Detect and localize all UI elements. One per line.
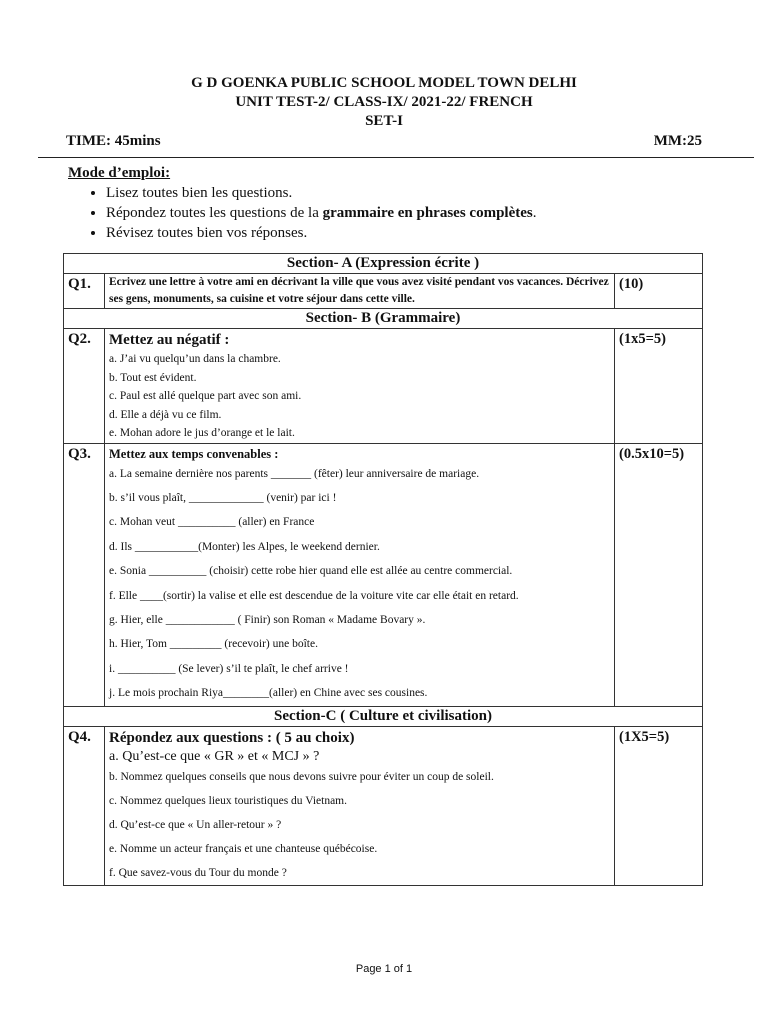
question-marks: (1x5=5): [615, 329, 703, 444]
list-item: b. s’il vous plaît, _____________ (venir) par ici !: [109, 491, 337, 504]
section-b-heading: Section- B (Grammaire): [64, 309, 703, 329]
list-item: a. La semaine dernière nos parents _______ (fêter) leur anniversaire de mariage.: [109, 467, 480, 480]
list-item: j. Le mois prochain Riya________(aller) en Chine avec ses cousines.: [109, 687, 428, 700]
question-marks: (10): [615, 274, 703, 309]
question-title: Répondez aux questions : ( 5 au choix): [109, 729, 355, 746]
question-row-q4: [64, 726, 703, 885]
question-content: [105, 329, 615, 444]
question-text: Ecrivez une lettre à votre ami en décrivant la ville que vous avez visité pendant vos vacances. Décrivez ses gens, monuments, sa cuisine et votre séjour dans cette ville.: [105, 274, 615, 309]
list-item: g. Hier, elle ____________ ( Finir) son Roman « Madame Bovary ».: [109, 613, 426, 626]
school-name: G D GOENKA PUBLIC SCHOOL MODEL TOWN DELHI: [191, 75, 577, 91]
list-item: d. Ils ___________(Monter) les Alpes, le weekend dernier.: [109, 540, 380, 553]
instruction-item: • Répondez toutes les questions de la grammaire en phrases complètes.: [106, 203, 708, 223]
question-number: Q3.: [64, 443, 105, 706]
section-a-heading: Section- A (Expression écrite ): [64, 254, 703, 274]
list-item: b. Tout est évident.: [109, 371, 197, 384]
list-item: e. Sonia __________ (choisir) cette robe hier quand elle est allée au centre commercial.: [109, 565, 513, 578]
max-marks-label: MM:25: [653, 133, 702, 149]
list-item: d. Elle a déjà vu ce film.: [109, 408, 222, 421]
list-item: d. Qu’est-ce que « Un aller-retour » ?: [109, 818, 282, 831]
instruction-item: • Révisez toutes bien vos réponses.: [106, 223, 708, 243]
question-table: [63, 253, 703, 886]
set-label: SET-I: [365, 113, 403, 129]
list-item: f. Elle ____(sortir) la valise et elle est descendue de la voiture vite car elle était en retard.: [109, 589, 519, 602]
question-number: Q1.: [64, 274, 105, 309]
time-label: TIME: 45mins: [66, 133, 161, 149]
test-title: UNIT TEST-2/ CLASS-IX/ 2021-22/ FRENCH: [235, 94, 533, 110]
list-item: h. Hier, Tom _________ (recevoir) une boîte.: [109, 638, 318, 651]
instructions-title: Mode d’emploi:: [68, 165, 171, 181]
question-number: Q4.: [64, 726, 105, 885]
list-item: f. Que savez-vous du Tour du monde ?: [109, 866, 287, 879]
list-item: e. Nomme un acteur français et une chanteuse québécoise.: [109, 842, 378, 855]
instructions-list: [68, 183, 708, 243]
list-item: b. Nommez quelques conseils que nous devons suivre pour éviter un coup de soleil.: [109, 770, 494, 783]
question-title: Mettez au négatif :: [109, 332, 230, 348]
question-content: [105, 443, 615, 706]
list-item: a. Qu’est-ce que « GR » et « MCJ » ?: [109, 748, 320, 764]
question-number: Q2.: [64, 329, 105, 444]
list-item: c. Paul est allé quelque part avec son ami.: [109, 390, 302, 402]
question-marks: (1X5=5): [615, 726, 703, 885]
instruction-item: • Lisez toutes bien les questions.: [106, 183, 708, 203]
time-marks-line: [38, 133, 754, 158]
list-item: c. Nommez quelques lieux touristiques du Vietnam.: [109, 794, 347, 807]
question-title: Mettez aux temps convenables :: [109, 446, 279, 461]
question-marks: (0.5x10=5): [615, 443, 703, 706]
page-number: Page 1 of 1: [355, 963, 413, 975]
exam-header: [0, 74, 768, 131]
list-item: c. Mohan veut __________ (aller) en France: [109, 516, 315, 529]
question-row-q2: [64, 329, 703, 444]
list-item: a. J’ai vu quelqu’un dans la chambre.: [109, 353, 281, 365]
question-row-q1: [64, 274, 703, 309]
list-item: i. __________ (Se lever) s’il te plaît, le chef arrive !: [109, 662, 349, 675]
list-item: e. Mohan adore le jus d’orange et le lait.: [109, 427, 295, 439]
question-content: [105, 726, 615, 885]
question-row-q3: [64, 443, 703, 706]
instructions-block: [68, 163, 708, 243]
section-c-heading: Section-C ( Culture et civilisation): [64, 706, 703, 726]
